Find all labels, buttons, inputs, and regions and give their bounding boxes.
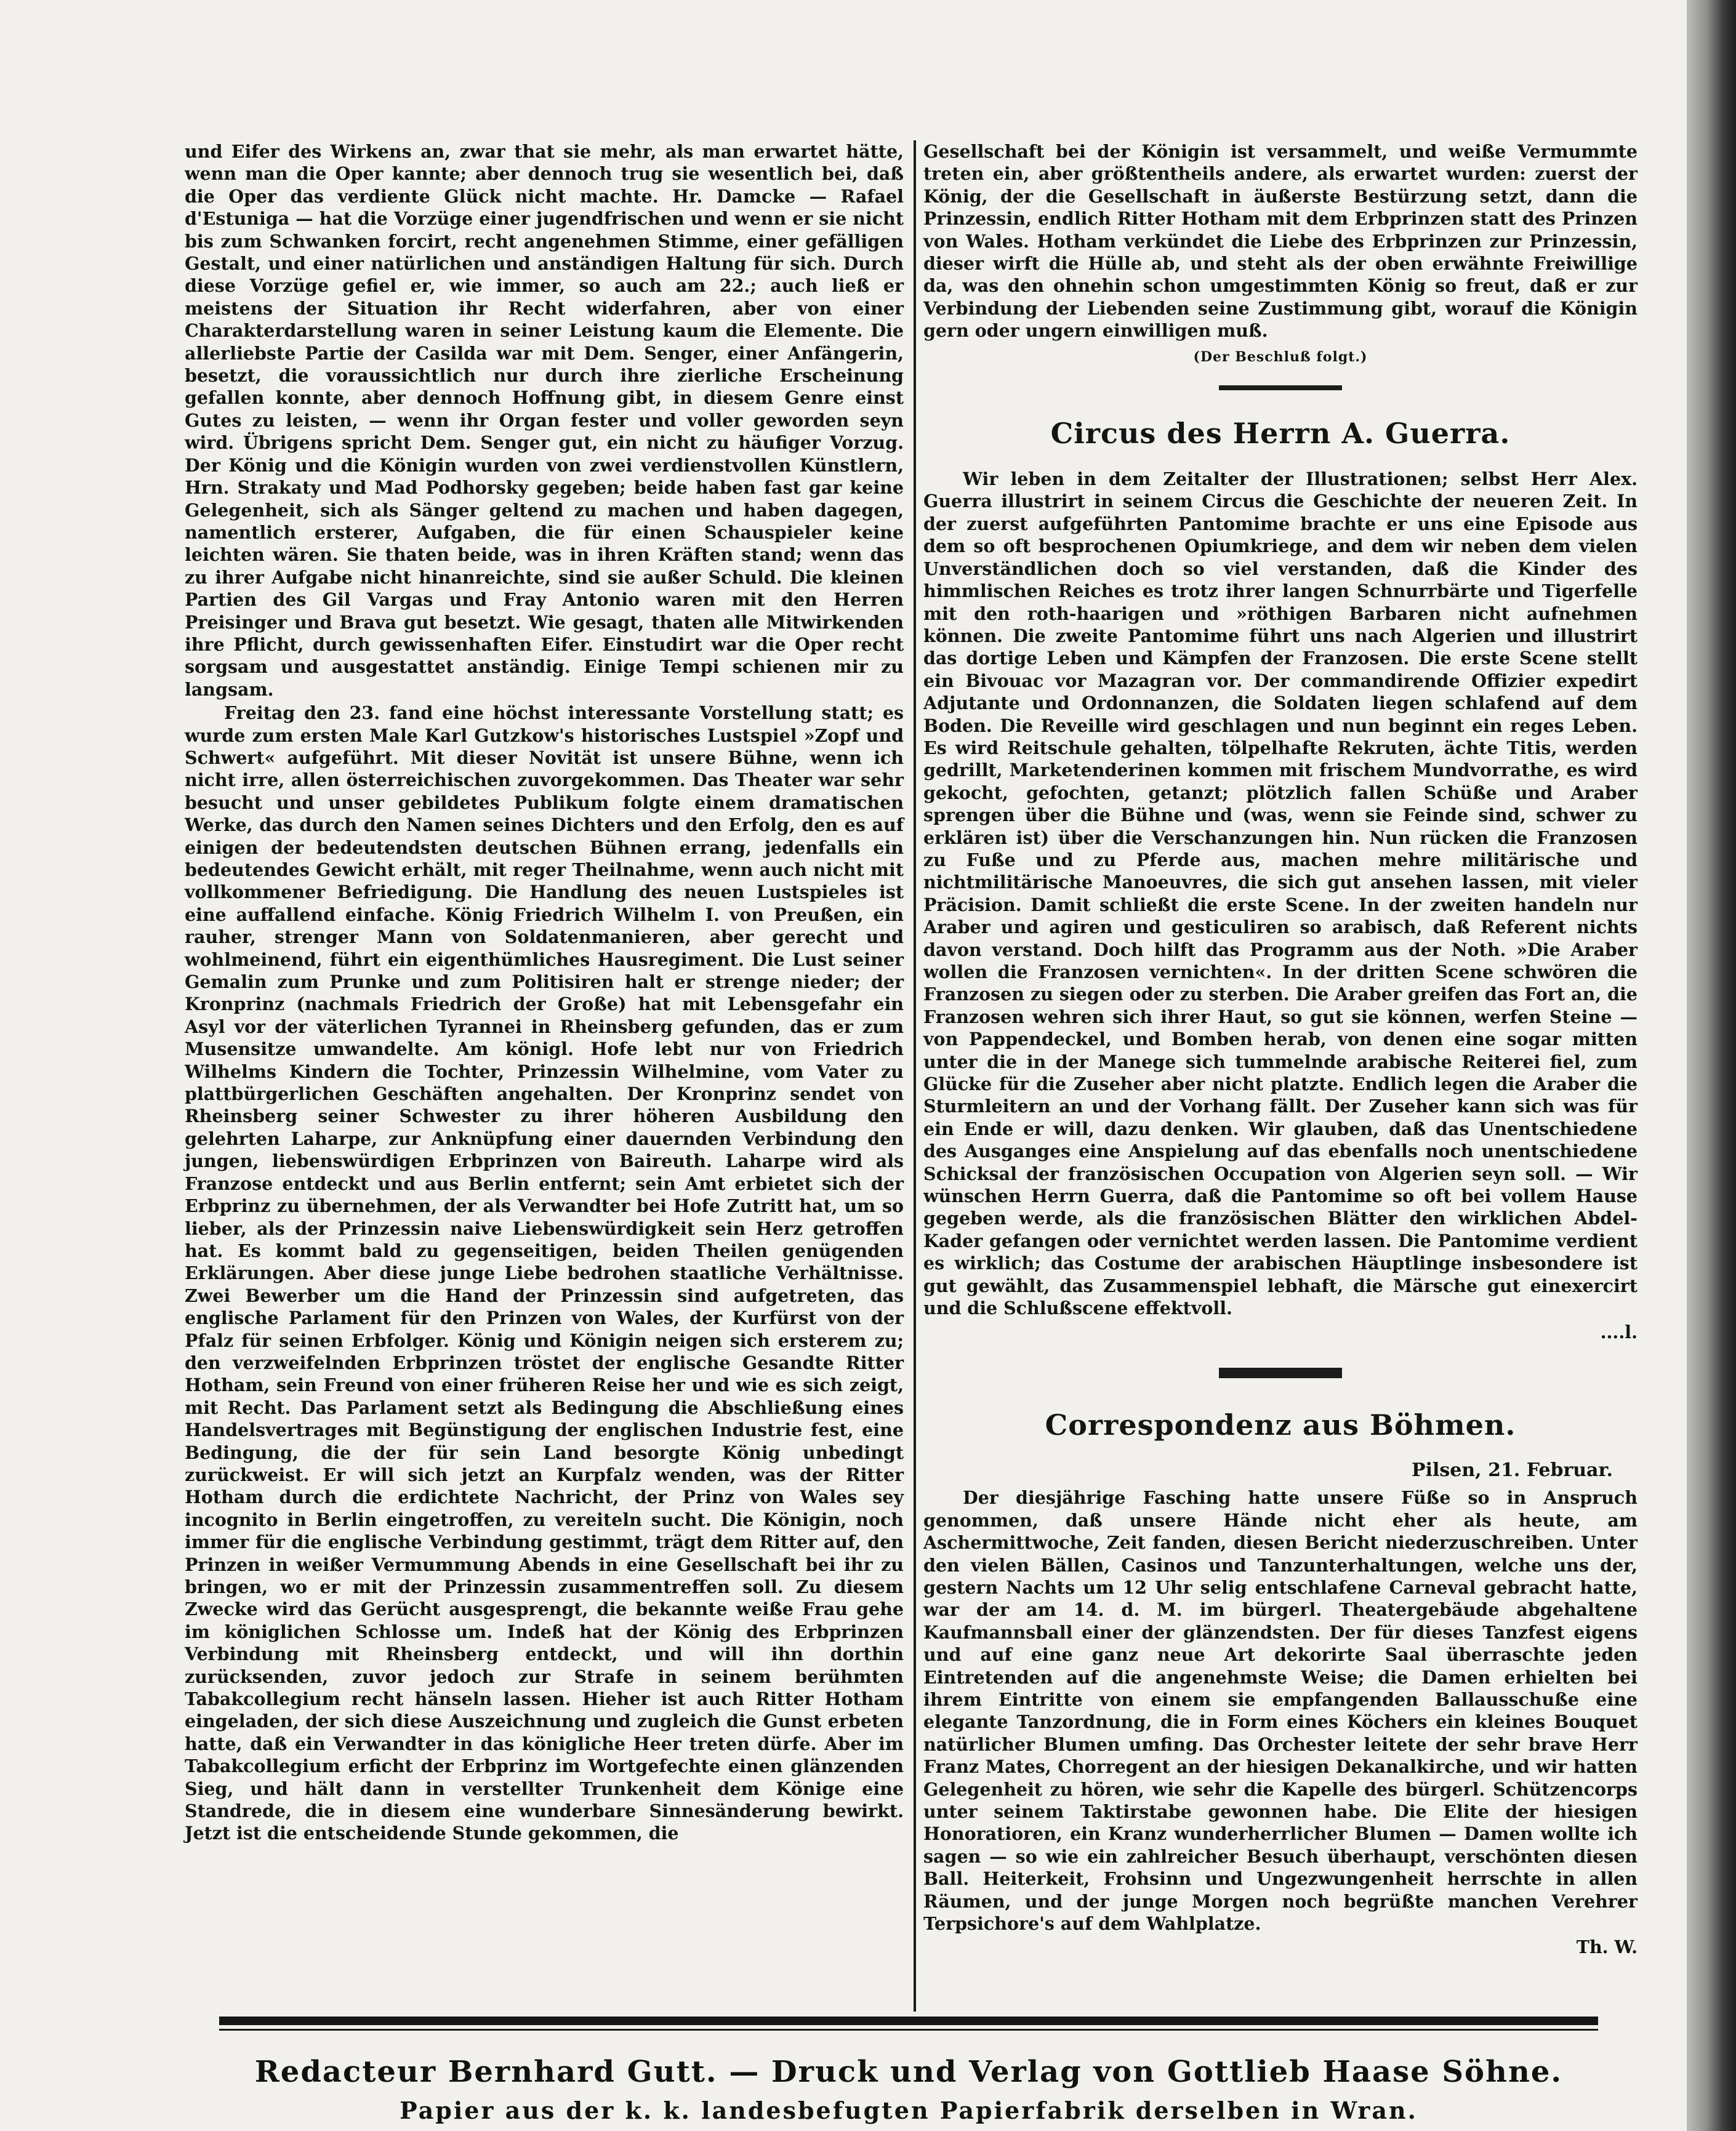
correspondence-article: Der diesjährige Fasching hatte unsere Füße so in Anspruch genommen, daß unsere Hände nicht eher als heute, am Aschermittwoche, Zeit fanden, diesen Bericht niederzuschreiben. Unter den vielen Bällen, Casinos und Tanzunterhaltungen, welche uns der, gestern Nachts um 12 Uhr selig entschlafene Carneval gebracht hatte, war der am 14. d. M. im bürgerl. Theatergebäude abgehaltene Kaufmannsball einer der glänzendsten. Der für dieses Tanzfest eigens und auf eine ganz neue Art dekorirte Saal überraschte jeden Eintretenden auf die angenehmste Weise; die Damen erhielten bei ihrem Eintritte von einem sie empfangenden Ballausschuße eine elegante Tanzordnung, die in Form eines Köchers ein kleines Bouquet natürlicher Blumen umfing. Das Orchester leitete der sehr brave Herr Franz Mates, Chorregent an der hiesigen Dekanalkirche, und wir hatten Gelegenheit zu hören, wie sehr die Kapelle des bürgerl. Schützencorps unter seinem Taktirstabe gewonnen habe. Die Elite der hiesigen Honoratioren, ein Kranz wunderherrlicher Blumen — Damen wollte ich sagen — so wie ein zahlreicher Besuch überhaupt, verschönten diesen Ball. Heiterkeit, Frohsinn und Ungezwungenheit herrschte in allen Räumen, und der junge Morgen noch begrüßte manchen Verehrer Terpsichore's auf dem Wahlplatze. <box>923 1487 1638 1935</box>
left-column <box>185 140 904 1846</box>
correspondence-signature-row <box>923 1936 1638 1958</box>
opera-review-paragraph: und Eifer des Wirkens an, zwar that sie mehr, als man erwartet hätte, wenn man die Oper kannte; aber dennoch trug sie wesentlich bei, daß die Oper das verdiente Glück nicht machte. Hr. Damcke — Rafael d'Estuniga — hat die Vorzüge einer jugendfrischen und wenn er sie nicht bis zum Schwanken forcirt, recht angenehmen Stimme, einer gefälligen Gestalt, und einer natürlichen und anständigen Haltung für sich. Durch diese Vorzüge gefiel er, wie immer, so auch am 22.; auch ließ er meistens der Situation ihr Recht widerfahren, aber von einer Charakterdarstellung waren in seiner Leistung kaum die Elemente. Die allerliebste Partie der Casilda war mit Dem. Senger, einer Anfängerin, besetzt, die voraussichtlich nur durch ihre zierliche Erscheinung gefallen konnte, aber dennoch Hoffnung gibt, in diesem Genre einst Gutes zu leisten, — wenn ihr Organ fester und voller geworden seyn wird. Übrigens spricht Dem. Senger gut, ein nicht zu häufiger Vorzug. Der König und die Königin wurden von zwei verdienstvollen Künstlern, Hrn. Strakaty und Mad Podhorsky gegeben; beide haben fast gar keine Gelegenheit, sich als Sänger geltend zu machen und haben dagegen, namentlich ersterer, Aufgaben, die für einen Schauspieler keine leichten wären. Sie thaten beide, was in ihren Kräften stand; wenn das zu ihrer Aufgabe nicht hinanreichte, sind sie außer Schuld. Die kleinen Partien des Gil Vargas und Fray Antonio waren mit den Herren Preisinger und Brava gut besetzt. Wie gesagt, thaten alle Mitwirkenden ihre Pflicht, durch gewissenhaften Eifer. Einstudirt war die Oper recht sorgsam und ausgestattet anständig. Einige Tempi schienen mir zu langsam. <box>185 141 904 700</box>
imprint-paper-note: Papier aus der k. k. landesbefugten Papierfabrik derselben in Wran. <box>400 2097 1418 2124</box>
section-rule <box>1219 385 1342 390</box>
continuation-paragraph: Gesellschaft bei der Königin ist versammelt, und weiße Vermummte treten ein, aber größtentheils andere, als erwartet wurden: zuerst der König, der die Gesellschaft in äußerste Bestürzung setzt, dann die Prinzessin, endlich Ritter Hotham mit dem Erbprinzen statt des Prinzen von Wales. Hotham verkündet die Liebe des Erbprinzen zur Prinzessin, dieser wirft die Hülle ab, und steht als der oben erwähnte Freiwillige da, was den ohnehin schon umgestimmten König so freut, daß er zur Verbindung der Liebenden seine Zustimmung gibt, worauf die Königin gern oder ungern einwilligen muß. <box>923 141 1638 342</box>
continuation-note: (Der Beschluß folgt.) <box>1193 348 1368 365</box>
scan-border <box>1687 0 1736 2131</box>
column-divider <box>914 140 916 2012</box>
dateline: Pilsen, 21. Februar. <box>1412 1459 1613 1481</box>
correspondence-heading: Correspondenz aus Böhmen. <box>1045 1408 1516 1442</box>
zopf-und-schwert-review: Freitag den 23. fand eine höchst interessante Vorstellung statt; es wurde zum ersten Male Karl Gutzkow's historisches Lustspiel »Zopf und Schwert« aufgeführt. Mit dieser Novität ist unsere Bühne, wenn ich nicht irre, allen österreichischen zuvorgekommen. Das Theater war sehr besucht und unser gebildetes Publikum folgte einem dramatischen Werke, das durch den Namen seines Dichters und den Erfolg, den es auf einigen der bedeutendsten deutschen Bühnen errang, jedenfalls ein bedeutendes Gewicht erhält, mit reger Theilnahme, wenn auch nicht mit vollkommener Befriedigung. Die Handlung des neuen Lustspieles ist eine auffallend einfache. König Friedrich Wilhelm I. von Preußen, ein rauher, strenger Mann von Soldatenmanieren, aber gerecht und wohlmeinend, führt ein eigenthümliches Hausregiment. Die Lust seiner Gemalin zum Prunke und zum Politisiren halt er strenge nieder; der Kronprinz (nachmals Friedrich der Große) hat mit Lebensgefahr ein Asyl vor der väterlichen Tyrannei in Rheinsberg gefunden, das er zum Musensitze umwandelte. Am königl. Hofe lebt nur von Friedrich Wilhelms Kindern die Tochter, Prinzessin Wilhelmine, vom Vater zu plattbürgerlichen Geschäften angehalten. Der Kronprinz sendet von Rheinsberg seiner Schwester zu ihrer höheren Ausbildung den gelehrten Laharpe, zur Anknüpfung einer dauernden Verbindung den jungen, liebenswürdigen Erbprinzen von Baireuth. Laharpe wird als Franzose entdeckt und aus Berlin entfernt; sein Amt erbietet sich der Erbprinz zu übernehmen, der als Verwandter bei Hofe Zutritt hat, um so lieber, als der Prinzessin naive Liebenswürdigkeit sein Herz getroffen hat. Es kommt bald zu gegenseitigen, beiden Theilen genügenden Erklärungen. Aber diese junge Liebe bedrohen staatliche Verhältnisse. Zwei Bewerber um die Hand der Prinzessin sind aufgetreten, das englische Parlament für den Prinzen von Wales, der Kurfürst von der Pfalz für seinen Erbfolger. König und Königin neigen sich ersterem zu; den verzweifelnden Erbprinzen tröstet der englische Gesandte Ritter Hotham, sein Freund von einer früheren Reise her und wie es sich zeigt, mit Recht. Das Parlament setzt als Bedingung die Abschließung eines Handelsvertrages mit Begünstigung der englischen Industrie fest, eine Bedingung, die der für sein Land besorgte König unbedingt zurückweist. Er will sich jetzt an Kurpfalz wenden, was der Ritter Hotham durch die erdichtete Nachricht, der Prinz von Wales sey incognito in Berlin eingetroffen, zu vereiteln sucht. Die Königin, noch immer für die englische Verbindung gestimmt, trägt dem Ritter auf, den Prinzen in weißer Vermummung Abends in eine Gesellschaft bei ihr zu bringen, wo er mit der Prinzessin zusammentreffen soll. Zu diesem Zwecke wird das Gerücht ausgesprengt, die bekannte weiße Frau gehe im königlichen Schlosse um. Indeß hat der König des Erbprinzen Verbindung mit Rheinsberg entdeckt, und will ihn dorthin zurücksenden, zuvor jedoch zur Strafe in seinem berühmten Tabakcollegium recht hänseln lassen. Hieher ist auch Ritter Hotham eingeladen, der sich diese Auszeichnung und zugleich die Gunst erbeten hatte, daß ein Verwandter in das königliche Heer treten dürfe. Aber im Tabakcollegium erficht der Erbprinz im Wortgefechte einen glänzenden Sieg, und hält dann in verstellter Trunkenheit dem Könige eine Standrede, die in diesem eine wunderbare Sinnesänderung bewirkt. Jetzt ist die entscheidende Stunde gekommen, die <box>185 702 904 1844</box>
right-column <box>923 140 1638 1959</box>
correspondence-signature: Th. W. <box>1576 1936 1638 1958</box>
circus-heading: Circus des Herrn A. Guerra. <box>1050 417 1511 451</box>
imprint-editor-publisher: Redacteur Bernhard Gutt. — Druck und Verlag von Gottlieb Haase Söhne. <box>254 2055 1563 2089</box>
section-rule-double <box>1219 1368 1342 1373</box>
circus-signature: ....l. <box>1600 1321 1638 1342</box>
footer-rule-thin <box>219 2029 1598 2031</box>
footer-rule <box>219 2017 1598 2025</box>
circus-signature-row <box>923 1321 1638 1343</box>
circus-article: Wir leben in dem Zeitalter der Illustrationen; selbst Herr Alex. Guerra illustrirt in seinem Circus die Geschichte der neueren Zeit. In der zuerst aufgeführten Pantomime brachte er uns eine Episode aus dem so oft besprochenen Opiumkriege, and dem wir neben dem vielen Unverständlichen doch so viel verstanden, daß die Kinder des himmlischen Reiches es trotz ihrer langen Schnurrbärte und Tigerfelle mit den roth-haarigen und »röthigen Barbaren nicht aufnehmen können. Die zweite Pantomime führt uns nach Algerien und illustrirt das dortige Leben und Kämpfen der Franzosen. Die erste Scene stellt ein Bivouac vor Mazagran vor. Der commandirende Offizier expedirt Adjutante und Ordonnanzen, die Soldaten liegen schlafend auf dem Boden. Die Reveille wird geschlagen und nun beginnt ein reges Leben. Es wird Reitschule gehalten, tölpelhafte Rekruten, ächte Titis, werden gedrillt, Marketenderinen kommen mit frischem Mundvorrathe, es wird gekocht, gefochten, getanzt; plötzlich fallen Schüße und Araber sprengen über die Bühne und (was, wenn sie Feinde sind, schwer zu erklären ist) über die Verschanzungen hin. Nun rücken die Franzosen zu Fuße und zu Pferde aus, machen mehre militärische und nichtmilitärische Manoeuvres, die sich gut ansehen lassen, mit vieler Präcision. Damit schließt die erste Scene. In der zweiten handeln nur Araber und agiren und gesticuliren so arabisch, daß Referent nichts davon verstand. Doch hilft das Programm aus der Noth. »Die Araber wollen die Franzosen vernichten«. In der dritten Scene schwören die Franzosen zu siegen oder zu sterben. Die Araber greifen das Fort an, die Franzosen wehren sich ihrer Haut, so gut sie können, werfen Steine — von Pappendeckel, und Bomben herab, von denen eine sogar mitten unter die in der Manege sich tummelnde arabische Reiterei fiel, zum Glücke für die Zuseher aber nicht platzte. Endlich legen die Araber die Sturmleitern an und der Vorhang fällt. Der Zuseher kann sich was für ein Ende er will, dazu denken. Wir glauben, daß das Unentschiedene des Ausganges eine Anspielung auf das ebenfalls noch unentschiedene Schicksal der französischen Occupation von Algerien seyn soll. — Wir wünschen Herrn Guerra, daß die Pantomime so oft bei vollem Hause gegeben werde, als die französischen Blätter den wirklichen Abdel-Kader gefangen oder vernichtet werden lassen. Die Pantomime verdient es wirklich; das Costume der arabischen Häuptlinge insbesondere ist gut gewählt, das Zusammenspiel lebhaft, die Märsche gut einexercirt und die Schlußscene effektvoll. <box>923 468 1638 1319</box>
